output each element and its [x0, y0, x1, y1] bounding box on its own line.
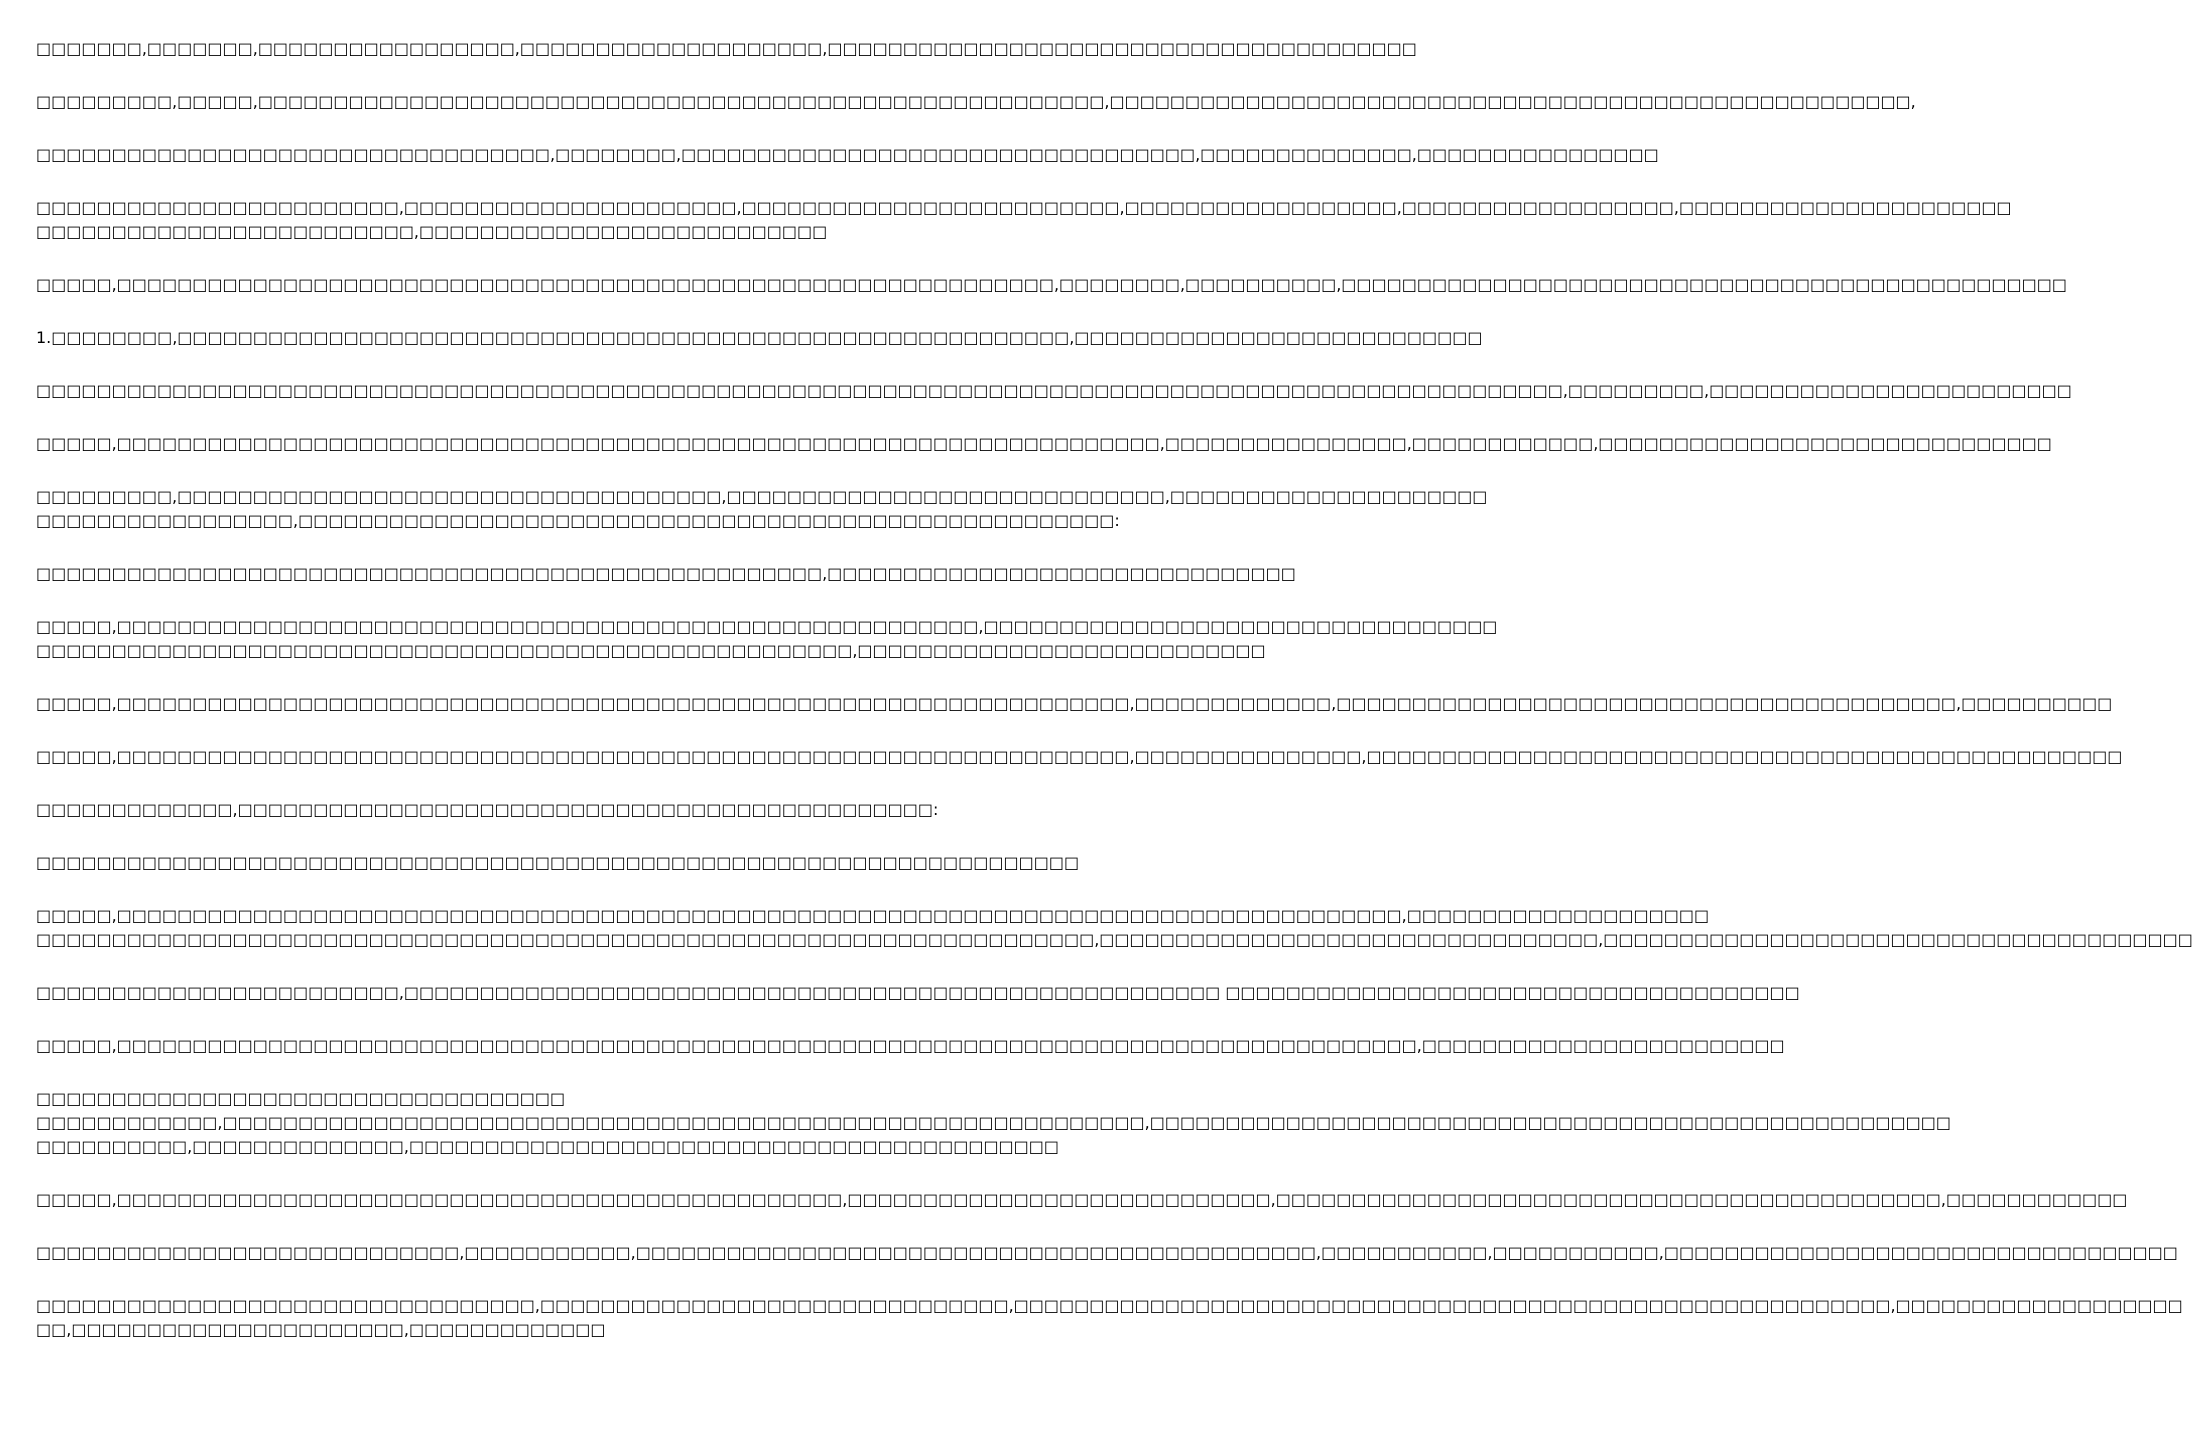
paragraph-18: □□□□□,□□□□□□□□□□□□□□□□□□□□□□□□□□□□□□□□□□□□□□□□□□□□□□□□□□□□□□□□□□□□□□□□□□□□□□□□□□□□□□□□□□□□□□,□□□□□□□□□□□□□□□□□□□□□□□□	[36, 1036, 1785, 1055]
paragraph-13: □□□□□,□□□□□□□□□□□□□□□□□□□□□□□□□□□□□□□□□□□□□□□□□□□□□□□□□□□□□□□□□□□□□□□□□□□,□□□□□□□□□□□□□□□,□□□□□□□□□□□□□□□□□□□□□□□□□□□□□□□□□□□□□□□□□□□□□□□□□□	[36, 747, 2123, 766]
paragraph-7: □□□□□□□□□□□□□□□□□□□□□□□□□□□□□□□□□□□□□□□□□□□□□□□□□□□□□□□□□□□□□□□□□□□□□□□□□□□□□□□□□□□□□□□□□□□□□□□□□□□□□,□□□□□□□□□,□□□□□□□□□□□□□□□□□□□□□□□□	[36, 381, 2072, 400]
paragraph-2: □□□□□□□□□,□□□□□,□□□□□□□□□□□□□□□□□□□□□□□□□□□□□□□□□□□□□□□□□□□□□□□□□□□□□□□□,□□□□□□□□□□□□□□□□□□□□□□□□□□□□□□□□□□□□□□□□□□□□□□□□□□□□□,	[36, 92, 1916, 111]
paragraph-11: □□□□□,□□□□□□□□□□□□□□□□□□□□□□□□□□□□□□□□□□□□□□□□□□□□□□□□□□□□□□□□□,□□□□□□□□□□□□□□□□□□□□□□□□□□□□□□□□□□ □□□□□□□□□□□□□□□□□□□□□□□□□□□□□□□□□□□□□□□□□□□□□□□□□□□□□□,□□□□□□□□□□□□□□□□□□□□□□□□□□□	[36, 617, 1498, 660]
paragraph-19: □□□□□□□□□□□□□□□□□□□□□□□□□□□□□□□□□□□ □□□□□□□□□□□□,□□□□□□□□□□□□□□□□□□□□□□□□□□□□□□□□□□□□□□□□□□□□□□□□□□□□□□□□□□□□□,□□□□□□□□□□□□□□□□□□□□□□□□□□□□□□□□□□□□□□□□□□□□□□□□□□□□□ □□□□□□□□□□,□□□□□□□□□□□□□□,□□□□□□□□□□□□□□□□□□□□□□□□□□□□□□□□□□□□□□□□□□□	[36, 1089, 1951, 1156]
paragraph-17: □□□□□□□□□□□□□□□□□□□□□□□□,□□□□□□□□□□□□□□□□□□□□□□□□□□□□□□□□□□□□□□□□□□□□□□□□□□□□□□ □□□□□□□□□□□□□□□□□□□□□□□□□□□□□□□□□□□□□□	[36, 983, 1800, 1002]
document-body	[36, 37, 2193, 1371]
paragraph-21: □□□□□□□□□□□□□□□□□□□□□□□□□□□□,□□□□□□□□□□□,□□□□□□□□□□□□□□□□□□□□□□□□□□□□□□□□□□□□□□□□□□□□□,□□□□□□□□□□□,□□□□□□□□□□□,□□□□□□□□□□□□□□□□□□□□□□□□□□□□□□□□□□	[36, 1243, 2178, 1262]
paragraph-3: □□□□□□□□□□□□□□□□□□□□□□□□□□□□□□□□□□,□□□□□□□□,□□□□□□□□□□□□□□□□□□□□□□□□□□□□□□□□□□,□□□□□□□□□□□□□□,□□□□□□□□□□□□□□□□	[36, 145, 1659, 164]
paragraph-4: □□□□□□□□□□□□□□□□□□□□□□□□,□□□□□□□□□□□□□□□□□□□□□□,□□□□□□□□□□□□□□□□□□□□□□□□□,□□□□□□□□□□□□□□□□□□,□□□□□□□□□□□□□□□□□□,□□□□□□□□□□□□□□□□□□□□□□ □□□□□□□□□□□□□□□□□□□□□□□□□,□□□□□□□□□□□□□□□□□□□□□□□□□□□	[36, 198, 2012, 241]
paragraph-5: □□□□□,□□□□□□□□□□□□□□□□□□□□□□□□□□□□□□□□□□□□□□□□□□□□□□□□□□□□□□□□□□□□□□,□□□□□□□□,□□□□□□□□□□,□□□□□□□□□□□□□□□□□□□□□□□□□□□□□□□□□□□□□□□□□□□□□□□□	[36, 275, 2067, 294]
paragraph-6: 1.□□□□□□□□,□□□□□□□□□□□□□□□□□□□□□□□□□□□□□□□□□□□□□□□□□□□□□□□□□□□□□□□□□□□,□□□□□□□□□□□□□□□□□□□□□□□□□□□	[36, 328, 1483, 347]
paragraph-16: □□□□□,□□□□□□□□□□□□□□□□□□□□□□□□□□□□□□□□□□□□□□□□□□□□□□□□□□□□□□□□□□□□□□□□□□□□□□□□□□□□□□□□□□□□□,□□□□□□□□□□□□□□□□□□□□ □□□□□□□□□□□□□□□□□□□□□□□□□□□□□□□□□□□□□□□□□□□□□□□□□□□□□□□□□□□□□□□□□□□□□□,□□□□□□□□□□□□□□□□□□□□□□□□□□□□□□□□□,□□□□□□□□□□□□□□□□□□□□□□□□□□□□□□□□□□□□□□□	[36, 906, 2193, 949]
paragraph-15: □□□□□□□□□□□□□□□□□□□□□□□□□□□□□□□□□□□□□□□□□□□□□□□□□□□□□□□□□□□□□□□□□□□□□	[36, 853, 1080, 872]
paragraph-8: □□□□□,□□□□□□□□□□□□□□□□□□□□□□□□□□□□□□□□□□□□□□□□□□□□□□□□□□□□□□□□□□□□□□□□□□□□□,□□□□□□□□□□□□□□□□,□□□□□□□□□□□□,□□□□□□□□□□□□□□□□□□□□□□□□□□□□□□	[36, 434, 2052, 453]
paragraph-10: □□□□□□□□□□□□□□□□□□□□□□□□□□□□□□□□□□□□□□□□□□□□□□□□□□□□,□□□□□□□□□□□□□□□□□□□□□□□□□□□□□□□	[36, 564, 1296, 583]
paragraph-20: □□□□□,□□□□□□□□□□□□□□□□□□□□□□□□□□□□□□□□□□□□□□□□□□□□□□□□,□□□□□□□□□□□□□□□□□□□□□□□□□□□□,□□□□□□□□□□□□□□□□□□□□□□□□□□□□□□□□□□□□□□□□□□□□,□□□□□□□□□□□□	[36, 1190, 2128, 1209]
paragraph-9: □□□□□□□□□,□□□□□□□□□□□□□□□□□□□□□□□□□□□□□□□□□□□□,□□□□□□□□□□□□□□□□□□□□□□□□□□□□□,□□□□□□□□□□□□□□□□□□□□□ □□□□□□□□□□□□□□□□□,□□□□□□□□□□□□□□□□□□□□□□□□□□□□□□□□□□□□□□□□□□□□□□□□□□□□□□:	[36, 487, 1488, 530]
paragraph-12: □□□□□,□□□□□□□□□□□□□□□□□□□□□□□□□□□□□□□□□□□□□□□□□□□□□□□□□□□□□□□□□□□□□□□□□□□,□□□□□□□□□□□□□,□□□□□□□□□□□□□□□□□□□□□□□□□□□□□□□□□□□□□□□□□,□□□□□□□□□□	[36, 694, 2113, 713]
paragraph-14: □□□□□□□□□□□□□,□□□□□□□□□□□□□□□□□□□□□□□□□□□□□□□□□□□□□□□□□□□□□□:	[36, 800, 939, 819]
paragraph-22: □□□□□□□□□□□□□□□□□□□□□□□□□□□□□□□□□,□□□□□□□□□□□□□□□□□□□□□□□□□□□□□□□,□□□□□□□□□□□□□□□□□□□□□□□□□□□□□□□□□□□□□□□□□□□□□□□□□□□□□□□□□□,□□□□□□□□□□□□□□□□□□□ □□,□□□□□□□□□□□□□□□□□□□□□□,□□□□□□□□□□□□□	[36, 1296, 2183, 1339]
paragraph-1: □□□□□□□,□□□□□□□,□□□□□□□□□□□□□□□□□,□□□□□□□□□□□□□□□□□□□□,□□□□□□□□□□□□□□□□□□□□□□□□□□□□□□□□□□□□□□□	[36, 39, 1417, 58]
